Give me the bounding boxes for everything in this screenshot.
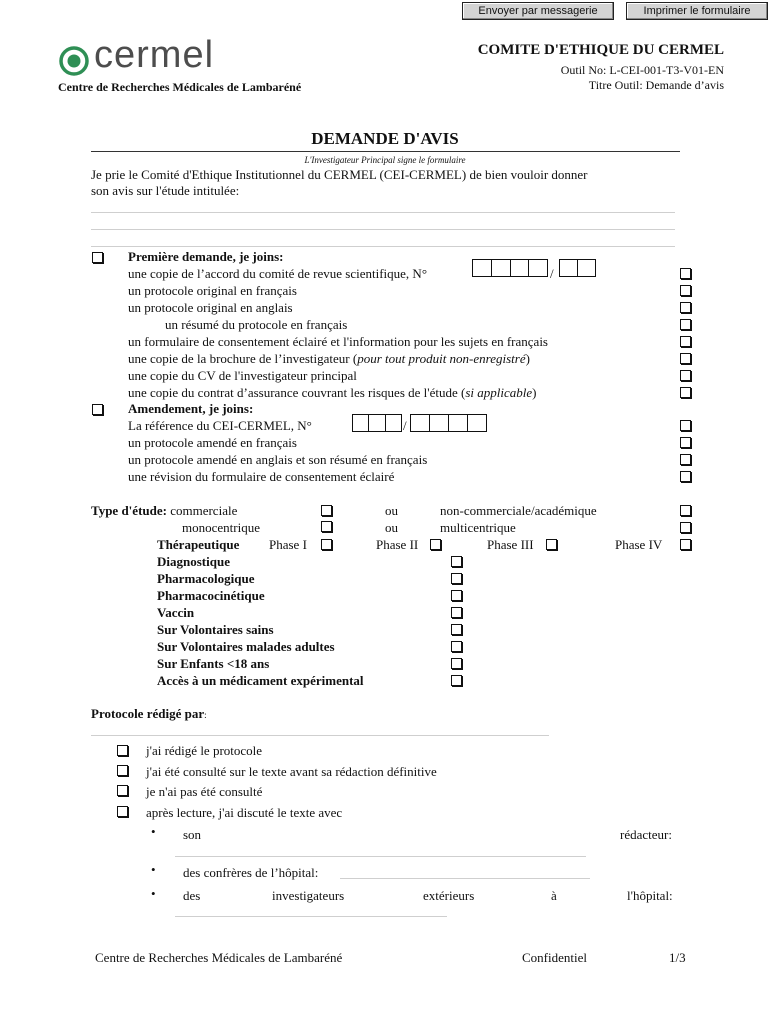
first-request-item-1: une copie de l’accord du comité de revue scientifique, N° [128,266,428,281]
phase2-checkbox[interactable] [430,539,441,550]
monocentric-label: monocentrique [182,520,260,535]
category-experimental-drug: Accès à un médicament expérimental [157,673,364,688]
phase3-label: Phase III [487,537,534,552]
amendment-item-3: un protocole amendé en anglais et son résumé en français [128,452,428,467]
first-request-item-7: une copie du CV de l'investigateur principal [128,368,357,383]
protocol-english-checkbox[interactable] [680,302,691,313]
category-children: Sur Enfants <18 ans [157,656,270,671]
phase3-checkbox[interactable] [546,539,557,550]
multicentric-label: multicentrique [440,520,516,535]
pharmacologic-checkbox[interactable] [451,573,462,584]
non-commercial-checkbox[interactable] [680,505,691,516]
category-sick-adults: Sur Volontaires malades adultes [157,639,335,654]
discussed-checkbox[interactable] [117,806,128,817]
healthy-volunteers-checkbox[interactable] [451,624,462,635]
cei-reference-number-field[interactable] [352,414,402,432]
amended-protocol-english-checkbox[interactable] [680,454,691,465]
protocol-label: Protocole rédigé par [91,706,205,721]
study-type-label: Type d'étude: [91,503,167,518]
cei-reference-checkbox[interactable] [680,420,691,431]
phase2-label: Phase II [376,537,419,552]
phase4-label: Phase IV [615,537,663,552]
first-request-checkbox[interactable] [92,252,103,263]
study-title-line-1[interactable] [91,212,675,213]
footer-center-name: Centre de Recherches Médicales de Lambaréné [95,950,343,965]
non-commercial-label: non-commerciale/académique [440,503,597,518]
brochure-text: une copie de la brochure de l’investigateur ( [128,351,358,366]
children-checkbox[interactable] [451,658,462,669]
logo-text: cermel [94,34,215,76]
commercial-label: commerciale [170,503,238,518]
wrote-protocol-checkbox[interactable] [117,745,128,756]
amendment-checkbox[interactable] [92,404,103,415]
amended-protocol-french-checkbox[interactable] [680,437,691,448]
phase1-checkbox[interactable] [321,539,332,550]
center-name: Centre de Recherches Médicales de Lambaréné [58,80,302,94]
protocol-colon: : [204,710,207,720]
footer-confidential: Confidentiel [522,950,587,965]
bullet-2: • [151,862,156,877]
slash: / [403,418,407,433]
study-type-row-1 [91,503,237,518]
committee-title: COMITE D'ETHIQUE DU CERMEL [477,42,724,58]
review-committee-number-field[interactable] [472,259,548,277]
protocol-french-checkbox[interactable] [680,285,691,296]
insurance-note: si applicable [465,385,533,400]
category-pharmacokinetic: Pharmacocinétique [157,588,265,603]
author-name-line[interactable] [175,856,586,857]
phase1-label: Phase I [269,537,307,552]
category-diagnostic: Diagnostique [157,554,230,569]
protocol-summary-checkbox[interactable] [680,319,691,330]
first-request-item-3: un protocole original en anglais [128,300,293,315]
study-title-line-3[interactable] [91,246,675,247]
slash: / [550,266,554,281]
bullet-3-e: l'hôpital: [627,888,673,903]
intro-line-2: son avis sur l'étude intitulée: [91,183,240,198]
commercial-checkbox[interactable] [321,505,332,516]
cv-checkbox[interactable] [680,370,691,381]
protocol-option-3: je n'ai pas été consulté [146,784,263,799]
not-consulted-checkbox[interactable] [117,785,128,796]
insurance-text: une copie du contrat d’assurance couvrant les risques de l'étude ( [128,385,466,400]
brochure-close: ) [525,351,530,366]
first-request-item-6 [128,351,530,366]
protocol-option-2: j'ai été consulté sur le texte avant sa rédaction définitive [146,764,437,779]
first-request-item-4: un résumé du protocole en français [165,317,348,332]
cermel-logo [58,44,92,83]
insurance-checkbox[interactable] [680,387,691,398]
therapeutic-label: Thérapeutique [157,537,240,552]
category-healthy-volunteers: Sur Volontaires sains [157,622,274,637]
amendment-item-1: La référence du CEI-CERMEL, N° [128,418,312,433]
or-label: ou [385,503,398,518]
review-committee-year-field[interactable] [559,259,596,277]
bullet-1: • [151,824,156,839]
first-request-item-2: un protocole original en français [128,283,297,298]
or-label: ou [385,520,398,535]
consulted-checkbox[interactable] [117,765,128,776]
first-request-item-5: un formulaire de consentement éclairé et l'information pour les sujets en français [128,334,548,349]
title-rule [91,151,680,152]
tool-number: Outil No: L-CEI-001-T3-V01-EN [560,63,724,77]
amendment-item-4: une révision du formulaire de consentement éclairé [128,469,395,484]
amendment-item-2: un protocole amendé en français [128,435,297,450]
category-pharmacologic: Pharmacologique [157,571,255,586]
accord-copy-checkbox[interactable] [680,268,691,279]
category-vaccine: Vaccin [157,605,195,620]
colleagues-line[interactable] [340,878,590,879]
consent-form-checkbox[interactable] [680,336,691,347]
diagnostic-checkbox[interactable] [451,556,462,567]
study-title-line-2[interactable] [91,229,675,230]
bullet-3-a: des [183,888,201,903]
subtitle: L'Investigateur Principal signe le formulaire [304,155,466,165]
consent-revision-checkbox[interactable] [680,471,691,482]
monocentric-checkbox[interactable] [321,521,332,532]
bullet-1-text: son [183,827,202,842]
first-request-heading: Première demande, je joins: [128,249,284,264]
cermel-logo-icon [58,44,92,78]
bullet-2-text: des confrères de l’hôpital: [183,865,319,880]
brochure-checkbox[interactable] [680,353,691,364]
footer-page-number: 1/3 [669,950,686,965]
bullet-3: • [151,886,156,901]
send-by-email-button[interactable]: Envoyer par messagerie [462,2,614,20]
vaccine-checkbox[interactable] [451,607,462,618]
sick-adults-checkbox[interactable] [451,641,462,652]
tool-title: Titre Outil: Demande d’avis [588,78,724,92]
protocol-author-line[interactable] [91,735,549,736]
brochure-note: pour tout produit non-enregistré [357,351,526,366]
protocol-option-1: j'ai rédigé le protocole [146,743,263,758]
pharmacokinetic-checkbox[interactable] [451,590,462,601]
external-investigators-line[interactable] [175,916,447,917]
multicentric-checkbox[interactable] [680,522,691,533]
phase4-checkbox[interactable] [680,539,691,550]
cei-reference-year-field[interactable] [410,414,487,432]
bullet-3-c: extérieurs [423,888,475,903]
bullet-1-right: rédacteur: [620,827,672,842]
bullet-3-d: à [551,888,557,903]
intro-line-1: Je prie le Comité d'Ethique Institutionnel du CERMEL (CEI-CERMEL) de bien vouloir donner [91,167,588,182]
insurance-close: ) [532,385,537,400]
protocol-option-4: après lecture, j'ai discuté le texte avec [146,805,343,820]
protocol-written-by [91,706,207,723]
first-request-item-8 [128,385,536,400]
page-title: DEMANDE D'AVIS [311,129,459,148]
experimental-drug-checkbox[interactable] [451,675,462,686]
amendment-heading: Amendement, je joins: [128,401,254,416]
bullet-3-b: investigateurs [272,888,345,903]
print-form-button[interactable]: Imprimer le formulaire [626,2,768,20]
